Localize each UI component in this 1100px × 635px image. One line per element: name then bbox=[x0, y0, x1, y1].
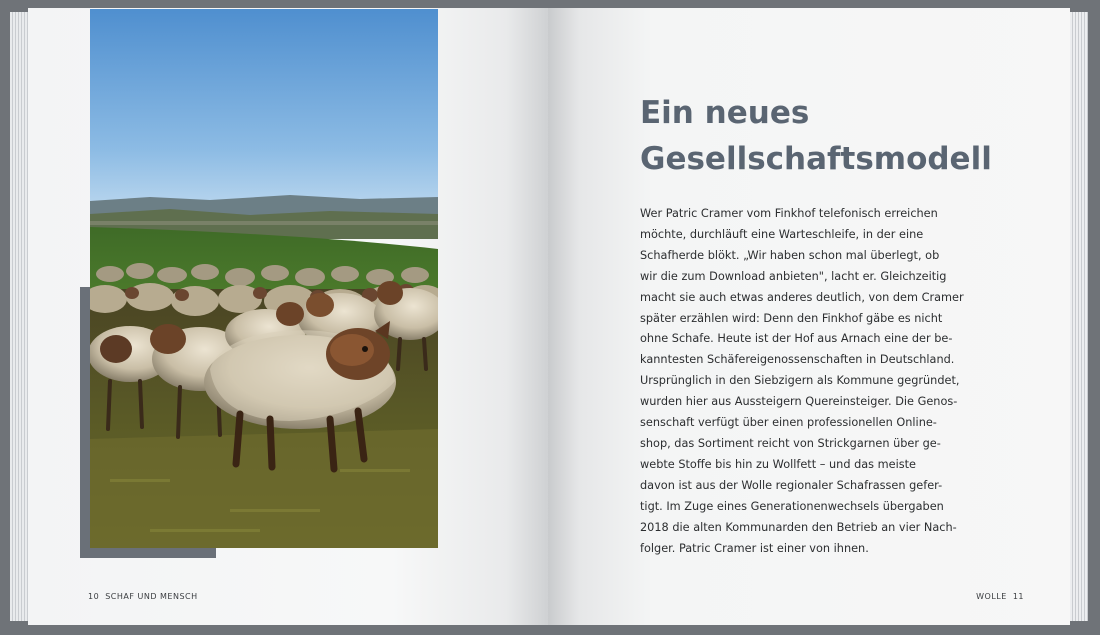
body-line: wurden hier aus Aussteigern Quereinsteiger. Die Genos- bbox=[640, 395, 958, 409]
open-book bbox=[10, 8, 1088, 625]
sheep-flock-photo bbox=[90, 9, 438, 548]
left-running-head: SCHAF UND MENSCH bbox=[105, 592, 198, 601]
left-page-number: 10 bbox=[88, 592, 100, 601]
body-line: Schafherde blökt. „Wir haben schon mal überlegt, ob bbox=[640, 248, 940, 262]
body-line: Wer Patric Cramer vom Finkhof telefonisch erreichen bbox=[640, 207, 938, 220]
body-line: webte Stoffe bis hin zu Wollfett – und das meiste bbox=[640, 457, 917, 471]
body-line: tigt. Im Zuge eines Generationenwechsels übergaben bbox=[640, 499, 944, 513]
body-line: später erzählen wird: Denn den Finkhof gäbe es nicht bbox=[640, 311, 943, 325]
body-line: 2018 die alten Kommunarden den Betrieb an vier Nach- bbox=[640, 520, 957, 534]
left-page bbox=[28, 8, 548, 625]
left-folio bbox=[88, 592, 204, 601]
body-line: davon ist aus der Wolle regionaler Schafrassen gefer- bbox=[640, 478, 943, 492]
right-running-head: WOLLE bbox=[976, 592, 1007, 601]
body-line: kanntesten Schäfereigenossenschaften in Deutschland. bbox=[640, 353, 955, 367]
body-line: wir die zum Download anbieten", lacht er. Gleichzeitig bbox=[640, 269, 947, 283]
body-line: folger. Patric Cramer ist einer von ihnen. bbox=[640, 541, 869, 555]
body-line: möchte, durchläuft eine Warteschleife, in der eine bbox=[640, 227, 924, 241]
page-title bbox=[640, 90, 1040, 182]
body-line: ohne Schafe. Heute ist der Hof aus Arnach eine der be- bbox=[640, 332, 953, 346]
body-line: macht sie auch etwas anderes deutlich, von dem Cramer bbox=[640, 290, 964, 304]
title-line-1: Ein neues bbox=[640, 95, 810, 131]
right-page-number: 11 bbox=[1012, 592, 1024, 601]
title-line-2: Gesellschaftsmodell bbox=[640, 141, 992, 177]
right-page bbox=[548, 8, 1070, 625]
body-line: shop, das Sortiment reicht von Strickgarnen über ge- bbox=[640, 436, 941, 450]
body-paragraph bbox=[640, 204, 980, 559]
right-folio bbox=[976, 592, 1024, 601]
body-line: Ursprünglich in den Siebzigern als Kommune gegründet, bbox=[640, 374, 960, 388]
body-line: senschaft verfügt über einen professionellen Online- bbox=[640, 416, 937, 430]
